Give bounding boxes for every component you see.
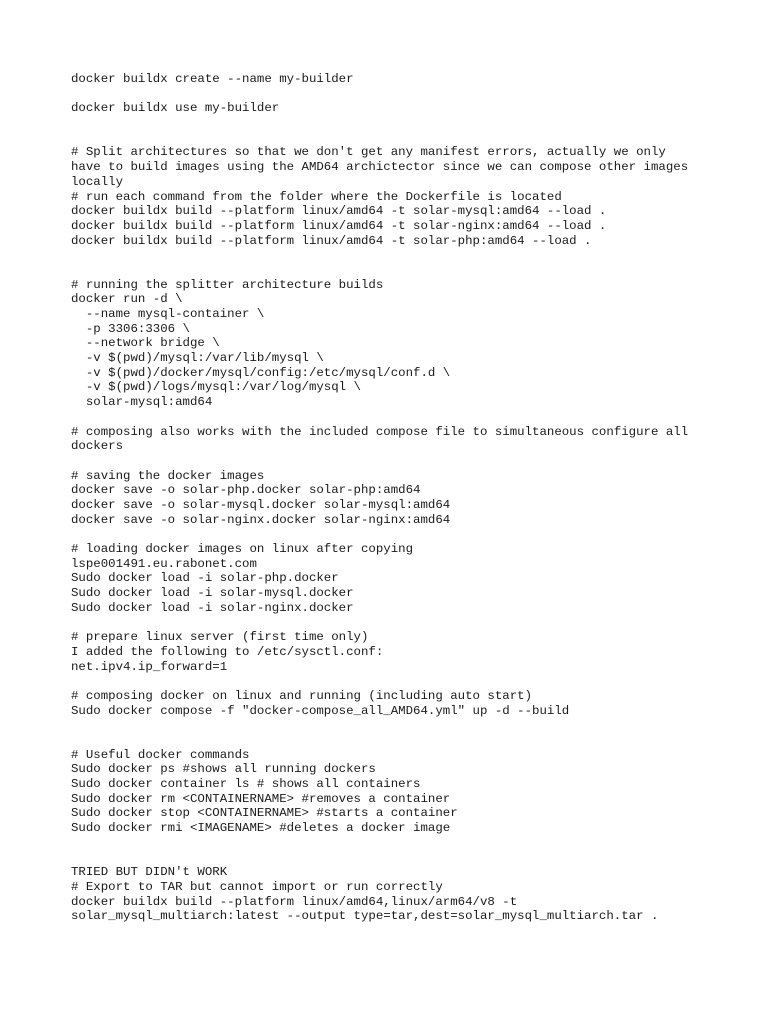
comment-line: # Export to TAR but cannot import or run correctly [71,879,443,894]
text-line: Sudo docker load -i solar-nginx.docker [71,600,354,615]
blank-line [71,131,721,146]
comment-line: # saving the docker images [71,468,265,483]
blank-line [71,850,721,865]
text-line: Sudo docker rm <CONTAINERNAME> #removes a container [71,791,451,806]
comment-line: # prepare linux server (first time only) [71,630,369,645]
blank-line [71,87,721,102]
text-line: Sudo docker ps #shows all running dockers [71,762,376,777]
blank-line [71,836,721,851]
text-line: Sudo docker compose -f "docker-compose_all_AMD64.yml" up -d --build [71,703,570,718]
text-line: docker buildx build --platform linux/amd64 -t solar-php:amd64 --load . [71,233,592,248]
text-line: Sudo docker rmi <IMAGENAME> #deletes a docker image [71,821,451,836]
text-line: docker save -o solar-nginx.docker solar-nginx:amd64 [71,512,451,527]
blank-line [71,733,721,748]
text-line: docker run -d \ [71,292,183,307]
text-line: --network bridge \ [71,336,220,351]
text-line: TRIED BUT DIDN't WORK [71,865,228,880]
comment-line: # composing docker on linux and running (including auto start) [71,688,533,703]
text-line: -v $(pwd)/mysql:/var/lib/mysql \ [71,351,324,366]
blank-line [71,248,721,263]
blank-line [71,454,721,469]
text-line: lspe001491.eu.rabonet.com [71,556,257,571]
text-line: docker save -o solar-mysql.docker solar-mysql:amd64 [71,497,451,512]
text-line: docker buildx build --platform linux/amd64 -t solar-mysql:amd64 --load . [71,204,607,219]
blank-line [71,674,721,689]
text-line: dockers [71,439,124,454]
text-line: docker buildx build --platform linux/amd64 -t solar-nginx:amd64 --load . [71,218,607,233]
text-line: net.ipv4.ip_forward=1 [71,659,228,674]
blank-line [71,718,721,733]
text-line: -v $(pwd)/docker/mysql/config:/etc/mysql/conf.d \ [71,365,451,380]
text-line: locally [71,174,124,189]
comment-line: # run each command from the folder where the Dockerfile is located [71,189,562,204]
text-line: I added the following to /etc/sysctl.conf: [71,644,384,659]
text-line: docker buildx create --name my-builder [71,72,354,86]
text-line: have to build images using the AMD64 archictector since we can compose other images [71,160,689,175]
text-line: Sudo docker load -i solar-mysql.docker [71,586,354,601]
comment-line: # composing also works with the included compose file to simultaneous configure all [71,424,689,439]
comment-line: # loading docker images on linux after copying [71,542,414,556]
text-line: Sudo docker load -i solar-php.docker [71,571,339,586]
text-line: docker buildx use my-builder [71,101,280,116]
comment-line: # Split architectures so that we don't get any manifest errors, actually we only [71,145,666,160]
blank-line [71,527,721,542]
blank-line [71,263,721,278]
blank-line [71,410,721,425]
text-line: Sudo docker stop <CONTAINERNAME> #starts a container [71,806,458,821]
text-line: docker buildx build --platform linux/amd64,linux/arm64/v8 -t [71,894,518,909]
text-line: Sudo docker container ls # shows all containers [71,777,421,791]
comment-line: # running the splitter architecture builds [71,277,384,292]
text-line: docker save -o solar-php.docker solar-php:amd64 [71,483,421,498]
text-line: -v $(pwd)/logs/mysql:/var/log/mysql \ [71,380,361,395]
blank-line [71,116,721,131]
document-body [71,72,721,924]
text-line: --name mysql-container \ [71,307,265,321]
blank-line [71,615,721,630]
text-line: solar_mysql_multiarch:latest --output type=tar,dest=solar_mysql_multiarch.tar . [71,909,659,924]
text-line: -p 3306:3306 \ [71,321,190,336]
text-line: solar-mysql:amd64 [71,395,213,410]
comment-line: # Useful docker commands [71,747,250,762]
